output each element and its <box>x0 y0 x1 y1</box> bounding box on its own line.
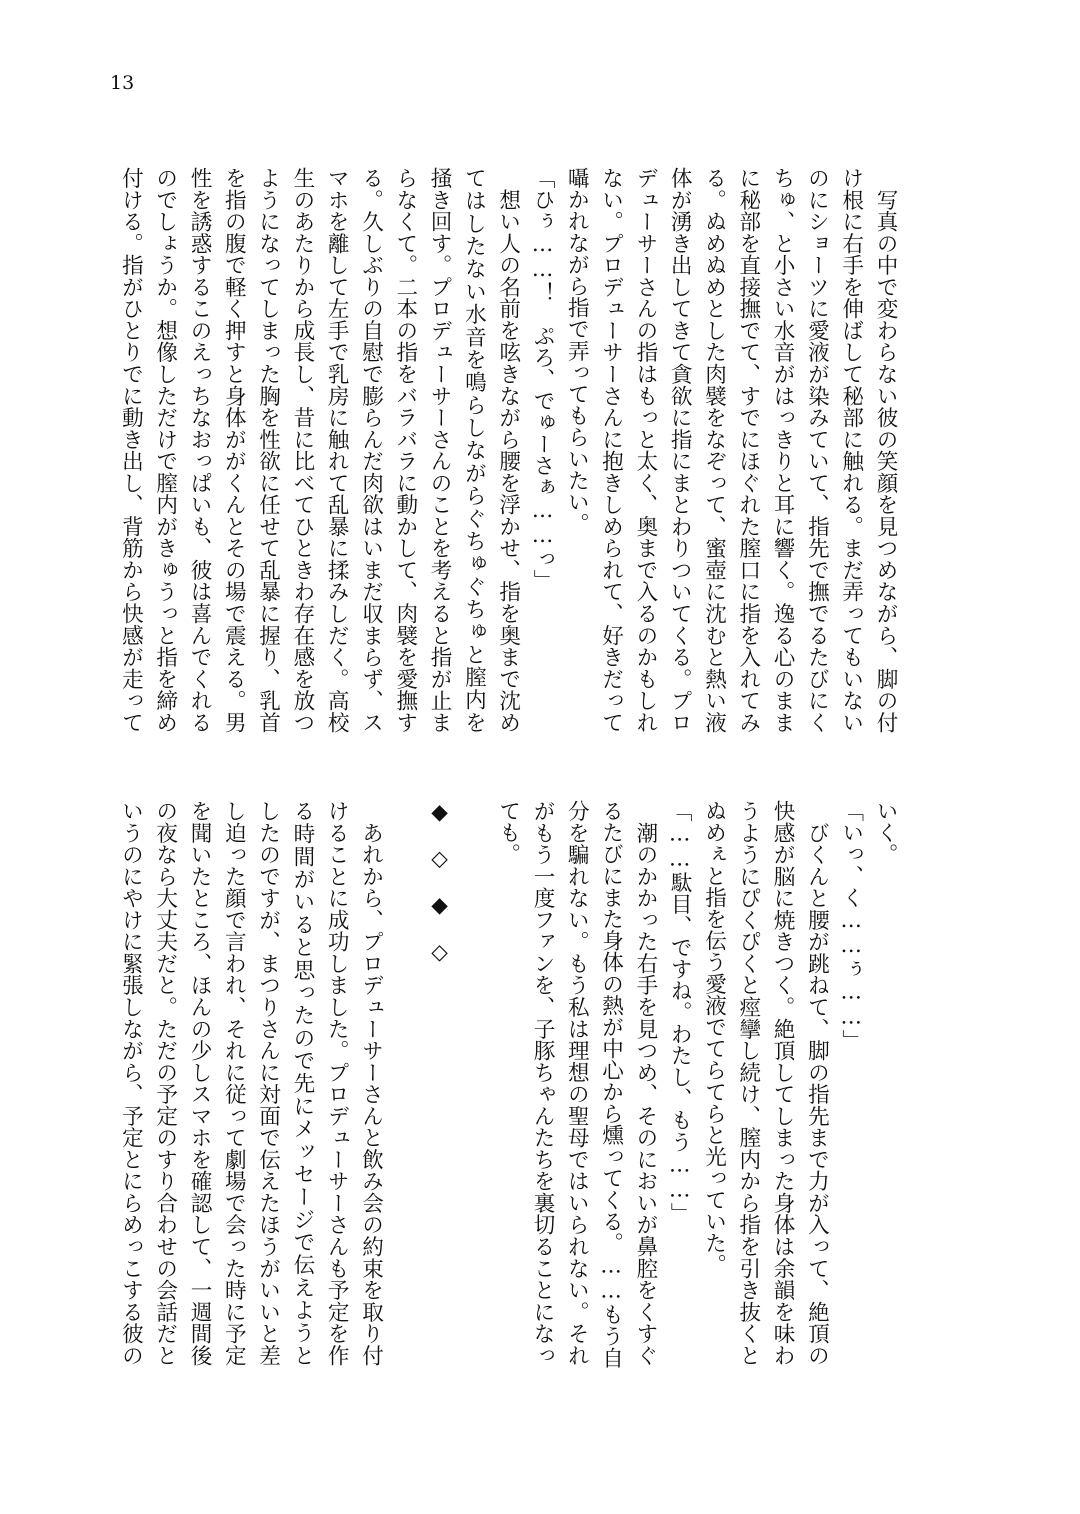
section-break-diamonds: ◆ ◇ ◆ ◇ <box>427 800 453 965</box>
text-column: がもう一度ファンを、子豚ちゃんたちを裏切ることになっ <box>530 800 555 1366</box>
text-column: 体が湧き出してきて貪欲に指にまとわりついてくる。プロ <box>667 167 693 733</box>
text-column: け根に右手を伸ばして秘部に触れる。まだ弄ってもいない <box>838 167 864 733</box>
text-column: を指の腹で軽く押すと身体ががくんとその場で震える。男 <box>221 167 247 733</box>
text-column: る。ぬめぬめとした肉襞をなぞって、蜜壺に沈むと熱い液 <box>701 167 727 733</box>
text-column: てはしたない水音を鳴らしながらぐちゅぐちゅと膣内を <box>461 167 487 733</box>
text-column: 付ける。指がひとりでに動き出し、背筋から快感が走って <box>118 167 144 733</box>
text-column: マホを離して左手で乳房に触れて乱暴に揉みしだく。高校 <box>324 167 350 733</box>
text-column: 「……駄目、ですね。わたし、もう……」 <box>667 800 693 1224</box>
page-number: 13 <box>110 72 135 94</box>
text-column: し迫った顔で言われ、それに従って劇場で会った時に予定 <box>221 800 247 1366</box>
text-column: 囁かれながら指で弄ってもらいたい。 <box>564 167 590 535</box>
text-column <box>456 800 490 1366</box>
text-column: 写真の中で変わらない彼の笑顔を見つめながら、脚の付 <box>873 167 898 733</box>
text-column: らなくて。二本の指をバラバラに動かして、肉襞を愛撫す <box>392 167 418 733</box>
text-column: 分を騙れない。もう私は理想の聖母ではいられない。それ <box>564 800 590 1366</box>
text-column: うようにぴくぴくと痙攣し続け、膣内から指を引き抜くと <box>735 800 761 1366</box>
text-column: 性を誘惑するこのえっちなおっぱいも、彼は喜んでくれる <box>187 167 212 733</box>
text-column: の夜なら大丈夫だと。ただの予定のすり合わせの会話だと <box>152 800 178 1366</box>
text-column: 掻き回す。プロデューサーさんのことを考えると指が止ま <box>427 167 453 733</box>
text-column: 生のあたりから成長し、昔に比べてひときわ存在感を放つ <box>289 167 315 733</box>
text-column: る。久しぶりの自慰で膨らんだ肉欲はいまだ収まらず、ス <box>358 167 384 733</box>
text-column: ても。 <box>495 800 521 865</box>
text-column: 「いっ、く……ぅ……」 <box>838 800 864 1052</box>
text-column: 快感が脳に焼きつく。絶頂してしまった身体は余韻を味わ <box>770 800 796 1366</box>
text-column: けることに成功しました。プロデューサーさんも予定を作 <box>324 800 350 1366</box>
text-column: びくんと腰が跳ねて、脚の指先まで力が入って、絶頂の <box>804 800 830 1366</box>
text-column: ぬめぇと指を伝う愛液でてらてらと光っていた。 <box>701 800 727 1276</box>
text-column: のでしょうか。想像しただけで膣内がきゅうっと指を締め <box>152 167 178 733</box>
text-column: のにショーツに愛液が染みていて、指先で撫でるたびにく <box>804 167 830 733</box>
text-column: したのですが、まつりさんに対面で伝えたほうがいいと差 <box>255 800 281 1366</box>
text-column: いうのにやけに緊張しながら、予定とにらめっこする彼の <box>118 800 144 1366</box>
text-column: あれから、プロデューサーさんと飲み会の約束を取り付 <box>358 800 384 1366</box>
text-column: デューサーさんの指はもっと太く、奥まで入るのかもしれ <box>632 167 658 733</box>
text-column: 「ひぅ……！ ぷろ、でゅーさぁ……っ」 <box>530 167 555 591</box>
text-column: ようになってしまった胸を性欲に任せて乱暴に握り、乳首 <box>255 167 281 733</box>
text-column: るたびにまた身体の熱が中心から燻ってくる。……もう自 <box>598 800 624 1369</box>
text-column: いく。 <box>873 800 898 865</box>
text-column <box>388 800 422 1366</box>
text-column: る時間がいると思ったので先にメッセージで伝えようと <box>289 800 315 1366</box>
text-column: を聞いたところ、ほんの少しスマホを確認して、一週間後 <box>187 800 212 1366</box>
text-column: ちゅ、と小さい水音がはっきりと耳に響く。逸る心のまま <box>770 167 796 733</box>
text-column: 潮のかかった右手を見つめ、そのにおいが鼻腔をくすぐ <box>632 800 658 1366</box>
text-column: に秘部を直接撫でて、すでにほぐれた膣口に指を入れてみ <box>735 167 761 733</box>
text-column: ない。プロデューサーさんに抱きしめられて、好きだって <box>598 167 624 733</box>
text-column: 想い人の名前を呟きながら腰を浮かせ、指を奥まで沈め <box>495 167 521 733</box>
